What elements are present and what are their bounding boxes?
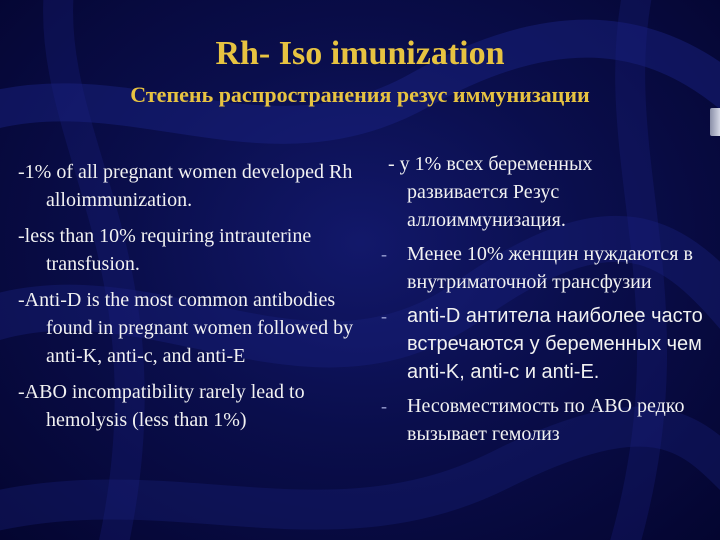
right-item-text: Несовместимость по АВО редко вызывает гемолиз — [407, 395, 685, 445]
right-item-text: anti-D антитела наиболее часто встречаются у беременных чем anti-K, anti-c и anti-E. — [407, 305, 703, 383]
dash-bullet-icon: - — [381, 244, 387, 264]
left-item: -ABO incompatibility rarely lead to hemolysis (less than 1%) — [18, 381, 305, 431]
left-item: -Anti-D is the most common antibodies found in pregnant women followed by anti-K, anti-c, and anti-E — [18, 289, 354, 367]
right-item-text: Менее 10% женщин нуждаются в внутриматочной трансфузии — [407, 243, 693, 293]
slide-title: Rh- Iso imunization — [215, 35, 505, 72]
left-item: -less than 10% requiring intrauterine transfusion. — [18, 225, 312, 275]
slide-subtitle: Степень распространения резус иммунизации — [130, 82, 590, 107]
right-column-russian — [378, 150, 713, 454]
left-column-english — [18, 158, 383, 442]
right-item — [378, 150, 713, 234]
right-item — [378, 392, 713, 448]
left-item: -1% of all pregnant women developed Rh alloimmunization. — [18, 161, 353, 211]
right-item — [378, 302, 713, 386]
right-item-rest: развивается Резус аллоиммунизация. — [407, 181, 566, 231]
dash-bullet-icon: - — [381, 396, 387, 416]
right-item-first-line: - у 1% всех беременных — [388, 153, 593, 175]
dash-bullet-icon: - — [381, 306, 387, 326]
side-tab-decoration — [710, 108, 720, 136]
right-item — [378, 240, 713, 296]
